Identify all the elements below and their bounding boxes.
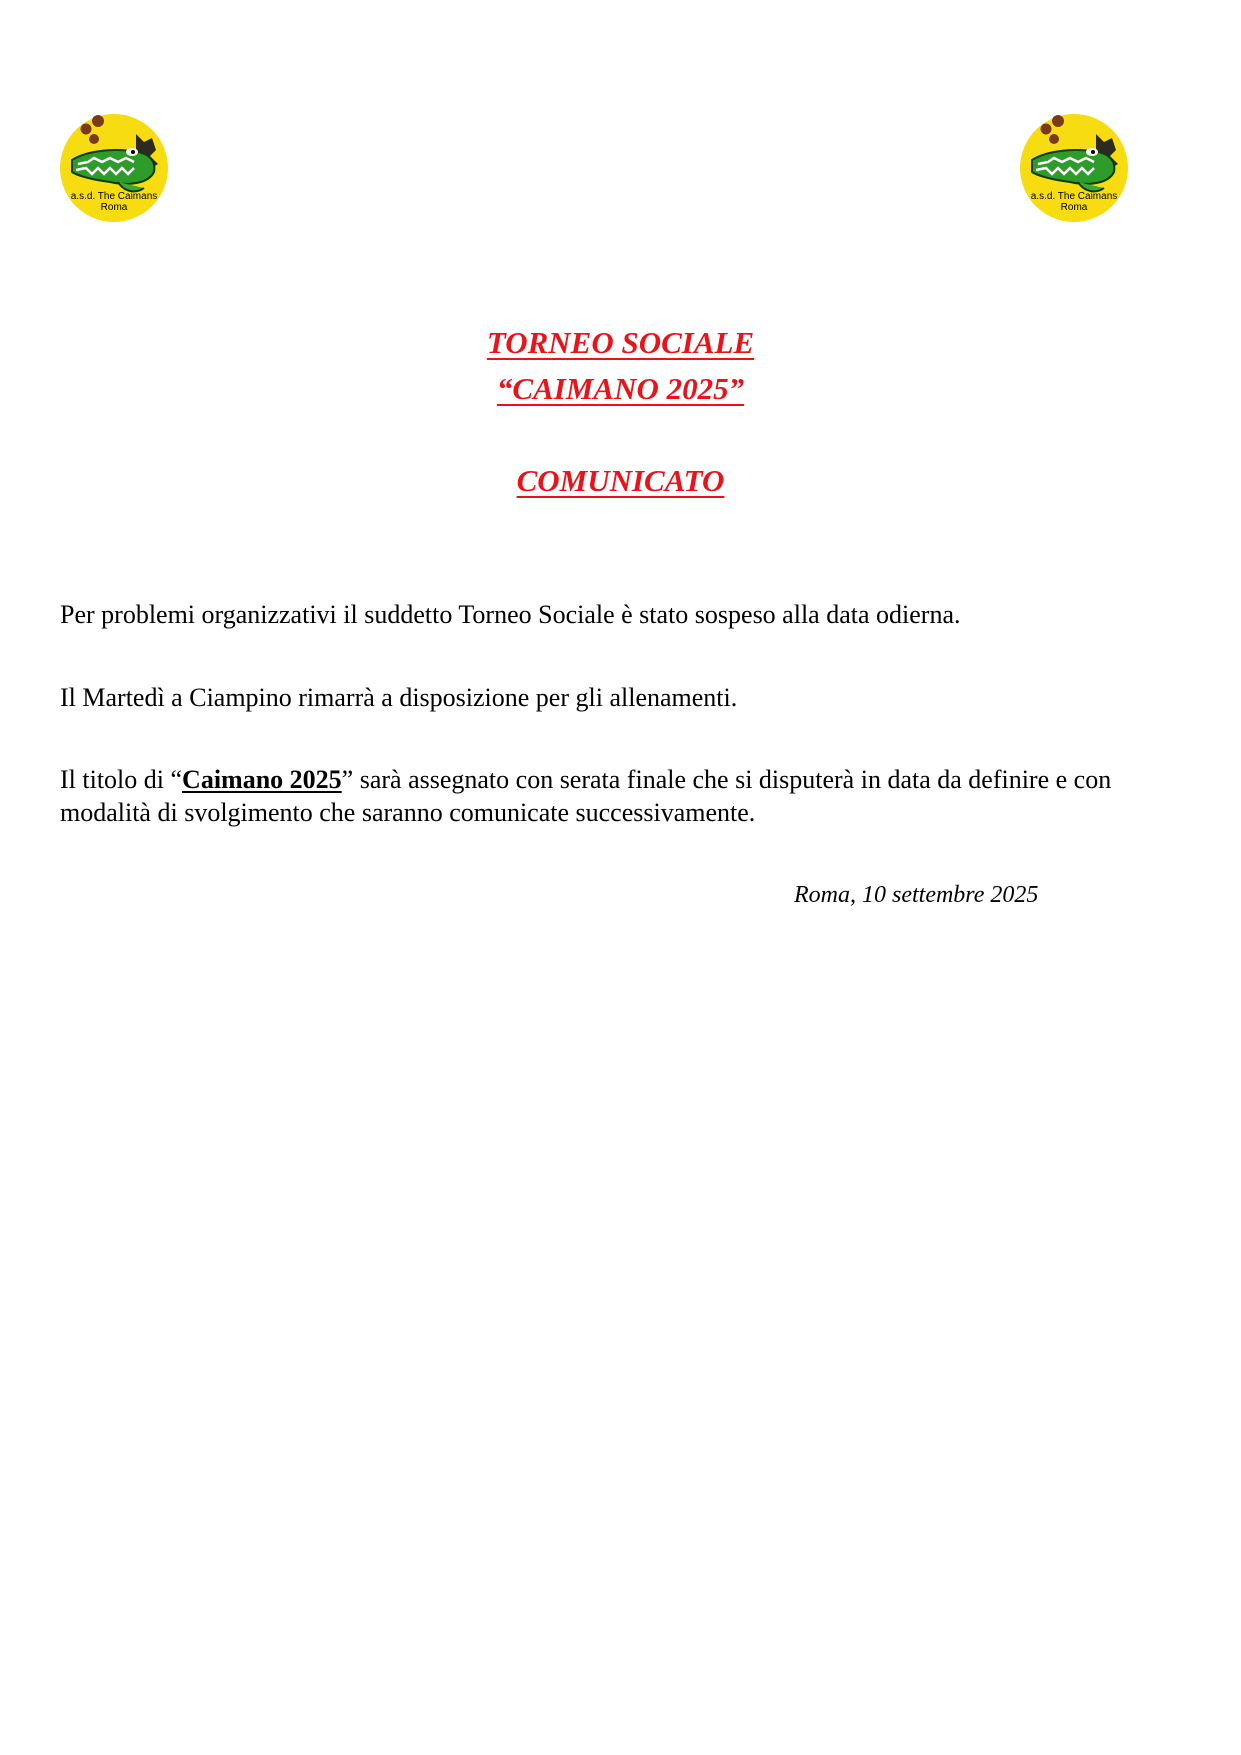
paragraph-title-assignment xyxy=(60,763,1190,829)
paragraph-suspension: Per problemi organizzativi il suddetto Torneo Sociale è stato sospeso alla data odierna. xyxy=(60,600,961,629)
document-subtitle: “CAIMANO 2025” xyxy=(496,371,745,406)
logo-text-line2: Roma xyxy=(1060,202,1088,213)
paragraph-training: Il Martedì a Ciampino rimarrà a disposizione per gli allenamenti. xyxy=(60,683,738,712)
label-line xyxy=(0,458,1241,504)
highlighted-title: Caimano 2025 xyxy=(182,765,342,794)
paragraph-suffix: ” sarà assegnato con serata finale che si disputerà in data da definire e con modalità di svolgimento che saranno comunicate successivamente. xyxy=(60,765,1112,827)
club-logo-left xyxy=(58,112,170,224)
logo-text-line1: a.s.d. The Caimans xyxy=(70,191,158,202)
logo-text-line1: a.s.d. The Caimans xyxy=(1030,191,1118,202)
communication-label: COMUNICATO xyxy=(516,463,725,498)
title-line xyxy=(0,320,1241,366)
document-title: TORNEO SOCIALE xyxy=(486,325,755,360)
paragraph-prefix: Il titolo di “ xyxy=(60,765,183,794)
document-header xyxy=(0,320,1241,504)
subtitle-line xyxy=(0,366,1241,412)
logo-text-line2: Roma xyxy=(100,202,128,213)
club-logo-right xyxy=(1018,112,1130,224)
place-date-signature: Roma, 10 settembre 2025 xyxy=(794,882,1039,908)
